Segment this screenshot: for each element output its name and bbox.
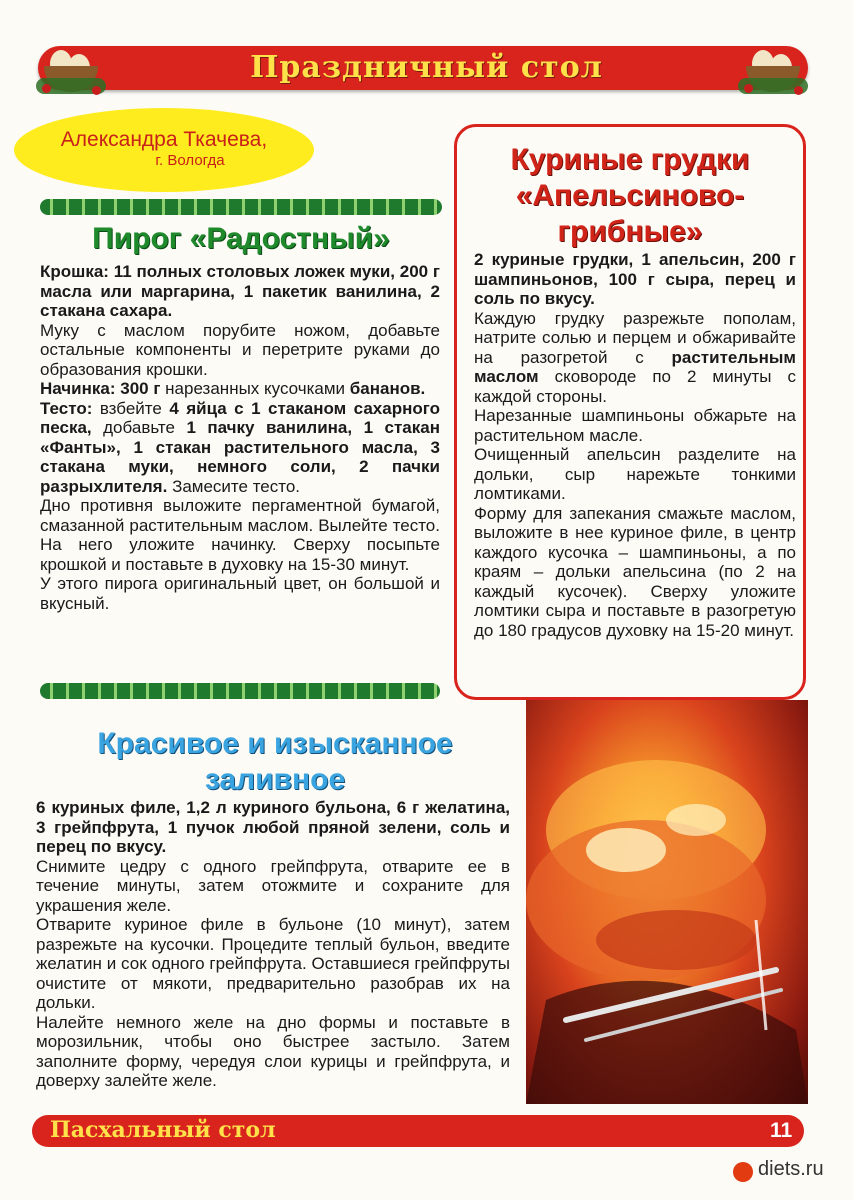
aspic-photo-art	[526, 700, 808, 1104]
pie-step-3: У этого пирога оригинальный цвет, он большой и вкусный.	[40, 574, 440, 613]
chicken-title-line-1: Куриные грудки	[510, 143, 750, 176]
pie-step-2: Дно противня выложите пергаментной бумагой, смазанной растительным маслом. Вылейте тесто. На него уложите начинку. Сверху посыпьте крошкой и поставьте в духовку на 15-30 минут.	[40, 496, 440, 574]
recipe-text-aspic	[36, 798, 510, 1091]
aspic-step-3: Налейте немного желе на дно формы и поставьте в морозильник, чтобы оно быстрее застыло. Затем заполните форму, чередуя слои курицы и грейпфрута, и доверху залейте желе.	[36, 1012, 510, 1090]
filling-text: нарезанных кусочками	[165, 379, 346, 398]
dough-end: Замесите тесто.	[172, 476, 301, 496]
aspic-step-2: Отварите куриное филе в бульоне (10 минут), затем разрежьте на кусочки. Процедите теплый бульон, введите желатин и сок одного грейпфрута. Оставшиеся грейпфруты очистите от мякоти, предварительно разобрав их на дольки.	[36, 915, 510, 1012]
chicken-step-1-end: сковороде по 2 минуты с каждой стороны.	[474, 367, 796, 406]
chicken-title-line-2: «Апельсиново-	[515, 179, 745, 212]
chicken-title-line-3: грибные»	[557, 215, 703, 248]
page-number: 11	[770, 1119, 793, 1142]
chicken-step-4: Форму для запекания смажьте маслом, выложите в нее куриное филе, в центр каждого кусочка – шампиньоны, а по краям – дольки апельсина (по 2 на каждый кусочек). Сверху уложите ломтики сыра и поставьте в разогретую до 180 градусов духовку на 15-20 минут.	[474, 503, 796, 640]
page-title: Праздничный стол	[250, 50, 603, 85]
chicken-step-1-start: Каждую грудку разрежьте пополам, натрите солью и перцем и обжаривайте на разогретой с	[474, 308, 796, 367]
crumb-ingredients: 11 полных столовых ложек муки, 200 г масла или маргарина, 1 пакетик ванилина, 2 стакана сахара.	[40, 262, 440, 320]
chicken-step-2: Нарезанные шампиньоны обжарьте на растительном масле.	[474, 406, 796, 445]
chain-divider	[40, 199, 442, 215]
aspic-photo	[526, 700, 808, 1104]
author-city: г. Вологда	[155, 152, 225, 169]
dough-label: Тесто:	[40, 398, 93, 418]
aspic-title-line-2: заливное	[204, 763, 346, 796]
recipe-title-pie: Пирог «Радостный»	[92, 222, 390, 255]
chain-divider-2	[40, 683, 440, 699]
site-watermark: diets.ru	[758, 1158, 824, 1180]
aspic-ingredients: 6 куриных филе, 1,2 л куриного бульона, 6 г желатина, 3 грейпфрута, 1 пучок любой пряной зелени, соль и перец по вкусу.	[36, 798, 510, 856]
filling-label: Начинка:	[40, 379, 116, 398]
dough-lead: взбейте	[99, 398, 162, 418]
dough-bold-1: 4 яйца с 1 стаканом сахарного песка,	[40, 398, 440, 437]
dough-mid: добавьте	[103, 418, 175, 437]
chicken-ingredients: 2 куриные грудки, 1 апельсин, 200 г шампиньонов, 100 г сыра, перец и соль по вкусу.	[474, 250, 796, 308]
apple-icon	[733, 1162, 753, 1182]
recipe-title-aspic	[40, 726, 510, 798]
author-name: Александра Ткачева,	[60, 128, 268, 151]
recipe-text-chicken	[474, 250, 796, 640]
aspic-step-1: Снимите цедру с одного грейпфрута, отварите ее в течение минуты, затем отожмите и сохраните для украшения желе.	[36, 856, 510, 915]
aspic-title-line-1: Красивое и изысканное	[97, 727, 453, 760]
recipe-text-pie	[40, 262, 440, 613]
recipe-title-chicken	[462, 142, 798, 250]
section-title: Пасхальный стол	[50, 1117, 276, 1143]
filling-end: бананов.	[349, 379, 426, 398]
pie-step-1: Муку с маслом порубите ножом, добавьте остальные компоненты и перетрите руками до образования крошки.	[40, 320, 440, 379]
crumb-label: Крошка:	[40, 262, 109, 281]
chicken-step-1-bold: растительным маслом	[474, 347, 796, 386]
dough-bold-2: 1 пачку ванилина, 1 стакан «Фанты», 1 стакан растительного масла, 3 стакана муки, немного соли, 2 пачки разрыхлителя.	[40, 418, 440, 496]
chicken-step-3: Очищенный апельсин разделите на дольки, сыр нарежьте тонкими ломтиками.	[474, 445, 796, 503]
filling-amount: 300 г	[120, 379, 161, 398]
